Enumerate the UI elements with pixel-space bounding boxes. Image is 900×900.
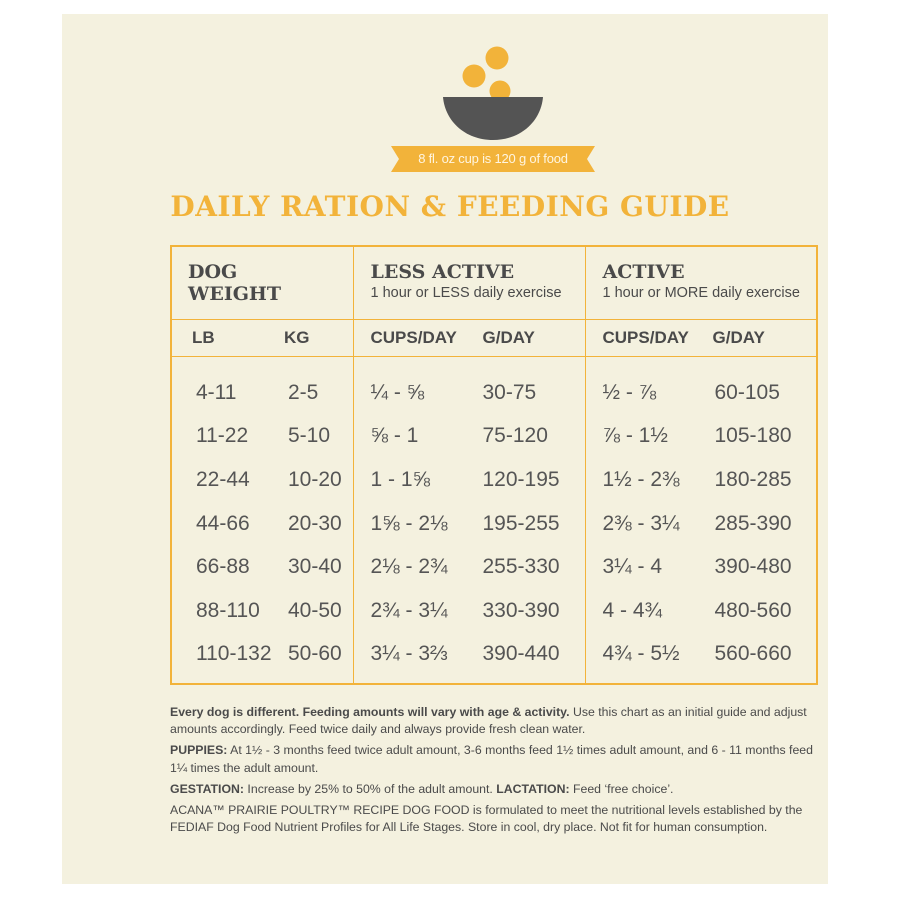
group-subtitle: 1 hour or MORE daily exercise [602,285,800,301]
table-row [172,371,353,415]
table-row [586,371,817,415]
table-cell: 10-20 [288,467,342,491]
table-cell: 2-5 [288,380,319,404]
table-row [586,633,817,677]
group-header-less-active [353,246,585,320]
group-title: DOG WEIGHT [188,261,282,305]
table-row [172,502,353,546]
note-gestation: GESTATION: Increase by 25% to 50% of the adult amount. LACTATION: Feed ‘free choice’. [170,781,674,796]
table-cell: ⅞ - 1½ [602,424,668,448]
table-cell: 22-44 [196,467,250,491]
table-cell: 195-255 [482,511,560,535]
cup-note-text: 8 fl. oz cup is 120 g of food [418,151,568,166]
table-cell: 2⅛ - 2¾ [370,555,448,579]
feeding-table [170,245,818,685]
column-header: CUPS/DAY [370,328,457,347]
table-row [172,589,353,633]
table-cell: 255-330 [482,555,560,579]
column-header-row [171,320,817,357]
group-title: LESS ACTIVE [370,261,515,283]
table-cell: 105-180 [714,424,792,448]
table-row [586,415,817,459]
table-cell: 30-75 [482,380,537,404]
table-cell: 1⅝ - 2⅛ [370,511,448,535]
table-cell: ⅝ - 1 [370,424,419,448]
table-cell: 390-440 [482,642,560,666]
column-header: G/DAY [712,328,765,347]
group-header-row [171,246,817,320]
table-cell: 2¾ - 3¼ [370,598,448,622]
table-cell: 110-132 [196,642,272,666]
column-header: KG [284,328,310,347]
table-row [354,415,585,459]
table-cell: 4¾ - 5½ [602,642,680,666]
bowl-shape [443,97,543,140]
table-cell: 120-195 [482,467,560,491]
active-cell [585,357,817,685]
table-cell: 20-30 [288,511,342,535]
table-row [172,633,353,677]
table-row [586,502,817,546]
table-cell: 3¼ - 4 [602,555,663,579]
table-cell: 285-390 [714,511,792,535]
kibble-dot [463,65,486,88]
table-cell: 11-22 [196,424,249,448]
table-row [354,633,585,677]
table-row [354,589,585,633]
table-row [586,589,817,633]
group-subtitle: 1 hour or LESS daily exercise [370,285,562,301]
table-cell: 60-105 [714,380,780,404]
table-cell: 44-66 [196,511,250,535]
less-active-cell [353,357,585,685]
table-row [354,545,585,589]
table-cell: 180-285 [714,467,792,491]
group-title: ACTIVE [602,261,685,283]
table-cell: 50-60 [288,642,342,666]
table-row [172,458,353,502]
table-row [172,545,353,589]
table-cell: 560-660 [714,642,792,666]
table-cell: 5-10 [288,424,331,448]
note-closing: ACANA™ PRAIRIE POULTRY™ RECIPE DOG FOOD is formulated to meet the nutritional levels established by the FEDIAF Dog Food Nutrient Profiles for All Life Stages. Store in cool, dry place. Not fit for human consumption. [170,803,803,835]
column-header: LB [192,328,215,347]
table-body-row [171,357,817,685]
table-cell: 330-390 [482,598,560,622]
note-puppies: PUPPIES: At 1½ - 3 months feed twice adult amount, 3-6 months feed 1½ times adult amount, and 6 - 11 months feed 1¼ times the adult amount. [170,743,813,775]
group-header-dog-weight [171,246,353,320]
note-intro: Every dog is different. Feeding amounts will vary with age & activity. Use this chart as an initial guide and adjust amounts accordingly. Feed twice daily and always provide fresh clean water. [170,705,807,737]
table-cell: 40-50 [288,598,342,622]
group-header-active [585,246,817,320]
kibble-dot [486,47,509,70]
table-cell: 3¼ - 3⅔ [370,642,448,666]
table-row [354,458,585,502]
page-title: DAILY RATION & FEEDING GUIDE [170,190,730,223]
table-cell: 480-560 [714,598,792,622]
table-cell: 4-11 [196,380,237,404]
table-cell: ½ - ⅞ [602,380,657,404]
table-cell: 4 - 4¾ [602,598,663,622]
table-row [586,545,817,589]
table-cell: 66-88 [196,555,250,579]
table-row [172,415,353,459]
table-cell: 2⅜ - 3¼ [602,511,680,535]
column-header: CUPS/DAY [602,328,689,347]
feeding-notes [170,704,820,840]
table-row [354,371,585,415]
column-header: G/DAY [482,328,535,347]
table-cell: 1 - 1⅝ [370,467,431,491]
table-row [586,458,817,502]
table-cell: 390-480 [714,555,792,579]
table-cell: 88-110 [196,598,260,622]
table-cell: 1½ - 2⅜ [602,467,680,491]
table-cell: ¼ - ⅝ [370,380,425,404]
table-cell: 75-120 [482,424,548,448]
weight-cell [171,357,353,685]
table-row [354,502,585,546]
table-cell: 30-40 [288,555,342,579]
